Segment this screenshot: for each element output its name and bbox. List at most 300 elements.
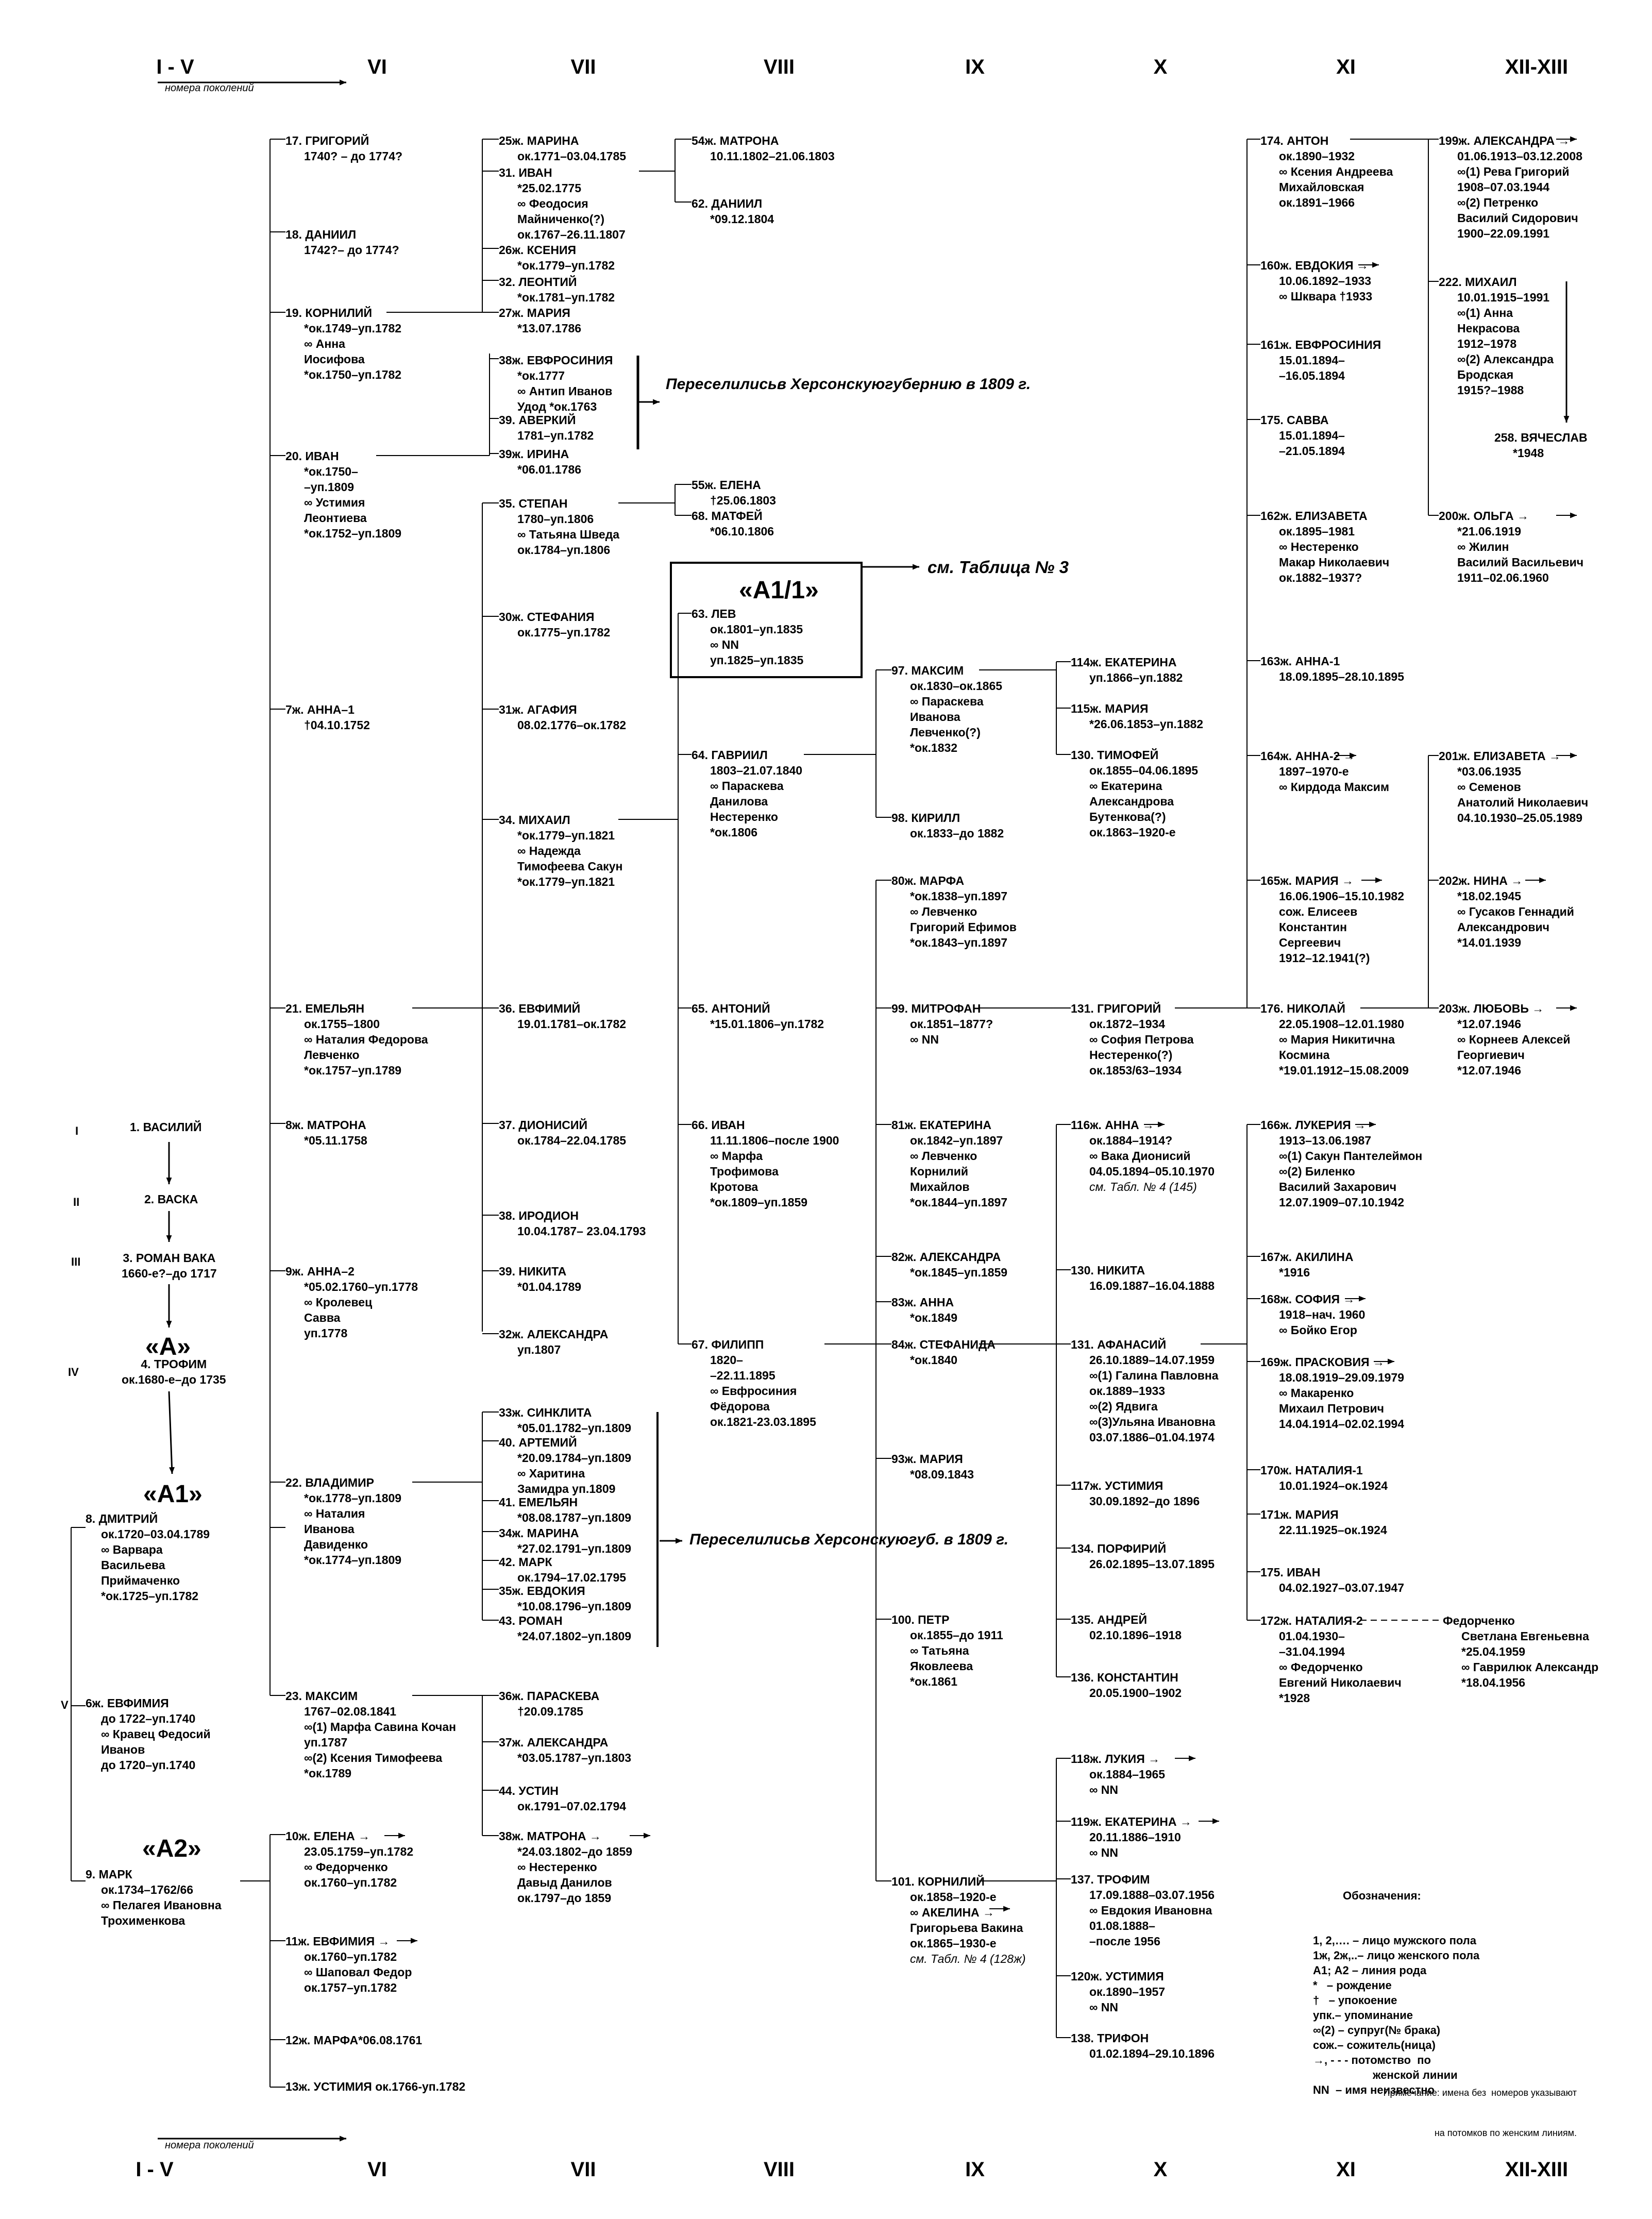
roman-3: III — [71, 1255, 81, 1268]
person-name: 202ж. НИНА → — [1439, 874, 1523, 887]
person-detail: *ок.1781–уп.1782 — [517, 291, 615, 304]
person-detail: *24.07.1802–уп.1809 — [517, 1629, 632, 1643]
person-detail: ок.1791–07.02.1794 — [517, 1800, 627, 1813]
person-detail: ок.1771–03.04.1785 — [517, 149, 627, 163]
person-name: 40. АРТЕМИЙ — [499, 1436, 577, 1449]
person-detail: Григорий Ефимов — [910, 920, 1017, 934]
person-name: 170ж. НАТАЛИЯ-1 — [1260, 1464, 1363, 1477]
person-name: 163ж. АННА-1 — [1260, 654, 1340, 668]
person-name: 81ж. ЕКАТЕРИНА — [891, 1118, 991, 1132]
person-name: 39ж. ИРИНА — [499, 447, 569, 461]
person-detail: Космина — [1279, 1048, 1330, 1062]
gen-header-bottom-2: VI — [367, 2158, 387, 2181]
person-detail: *ок.1779–уп.1821 — [517, 875, 615, 888]
person-name: 160ж. ЕВДОКИЯ → — [1260, 259, 1369, 272]
person-67 — [692, 1337, 816, 1430]
person-detail: ∞ Татьяна — [910, 1644, 969, 1657]
person-detail: *ок.1806 — [710, 826, 758, 839]
person-name: 32ж. АЛЕКСАНДРА — [499, 1327, 609, 1341]
person-165z — [1260, 873, 1404, 966]
person-name: 34ж. МАРИНА — [499, 1526, 579, 1540]
person-detail: –21.05.1894 — [1279, 444, 1345, 458]
group-a1-1-label: «А1/1» — [739, 577, 819, 604]
person-detail: ∞ Феодосия — [517, 197, 588, 210]
person-130 — [1071, 747, 1198, 840]
person-38z — [499, 352, 613, 414]
person-name: 175. ИВАН — [1260, 1566, 1321, 1579]
person-detail: –22.11.1895 — [710, 1369, 776, 1382]
person-name: 32. ЛЕОНТИЙ — [499, 275, 577, 289]
person-detail: *ок.1861 — [910, 1675, 958, 1688]
person-name: 115ж. МАРИЯ — [1071, 702, 1149, 715]
person-detail: *12.07.1946 — [1457, 1017, 1522, 1031]
person-detail: ∞ Гаврилюк Александр — [1461, 1660, 1599, 1674]
legend-item: ∞(2) – супруг(№ брака) — [1313, 2024, 1441, 2037]
person-detail: Василий Сидорович — [1457, 211, 1578, 225]
person-detail: Леонтиева — [304, 511, 367, 525]
person-detail: ∞ Татьяна Шведа — [517, 528, 620, 541]
person-name: 66. ИВАН — [692, 1118, 745, 1132]
person-detail: –31.04.1994 — [1279, 1645, 1345, 1658]
person-name: 9. МАРК — [86, 1868, 132, 1881]
person-detail: ∞ Варвара — [101, 1543, 163, 1556]
person-name: 54ж. МАТРОНА — [692, 134, 779, 147]
person-name: 38. ИРОДИОН — [499, 1209, 579, 1222]
person-name: 34. МИХАИЛ — [499, 813, 570, 827]
arrow-head — [340, 80, 346, 86]
person-detail: ок.1884–1965 — [1089, 1768, 1166, 1781]
person-detail: 1913–13.06.1987 — [1279, 1134, 1372, 1147]
group-a1-label: «А1» — [143, 1481, 203, 1508]
person-detail: ∞ Вака Дионисий — [1089, 1149, 1191, 1163]
person-detail: 26.10.1889–14.07.1959 — [1089, 1353, 1215, 1367]
person-174 — [1260, 133, 1393, 210]
person-detail: 04.10.1930–25.05.1989 — [1457, 811, 1583, 825]
person-detail: ок.1794–17.02.1795 — [517, 1571, 627, 1584]
gen-header-bottom-4: VIII — [763, 2158, 795, 2181]
person-name: 7ж. АННА–1 — [285, 703, 355, 716]
person-detail: ∞(1) Рева Григорий — [1457, 165, 1570, 178]
person-9z — [285, 1264, 418, 1341]
gen-header-top-4: VIII — [763, 56, 795, 78]
person-name: 171ж. МАРИЯ — [1260, 1508, 1339, 1521]
person-detail: ∞ Параскева — [910, 695, 984, 708]
person-detail: ∞ Екатерина — [1089, 779, 1162, 793]
person-2 — [144, 1191, 198, 1207]
person-detail: ок.1720–03.04.1789 — [101, 1527, 210, 1541]
person-detail: Георгиевич — [1457, 1048, 1525, 1062]
person-detail: †20.09.1785 — [517, 1705, 583, 1718]
person-name: 35. СТЕПАН — [499, 497, 568, 510]
person-detail: *06.01.1786 — [517, 463, 582, 476]
roman-4: IV — [68, 1366, 79, 1379]
arrow-head — [644, 1833, 650, 1839]
person-134 — [1071, 1541, 1215, 1572]
person-detail: *24.03.1802–до 1859 — [517, 1845, 633, 1858]
person-detail: до 1720–уп.1740 — [101, 1758, 196, 1772]
person-54z — [692, 133, 835, 164]
person-detail: Иванов — [101, 1743, 145, 1756]
person-222 — [1439, 274, 1554, 398]
person-name: 120ж. УСТИМИЯ — [1071, 1970, 1164, 1983]
person-detail: ∞ NN — [1089, 1783, 1119, 1796]
person-detail: 1897–1970-е — [1279, 765, 1349, 778]
person-detail: *ок.1774–уп.1809 — [304, 1553, 402, 1567]
person-detail: *ок.1777 — [517, 369, 565, 382]
person-name: 19. КОРНИЛИЙ — [285, 306, 372, 320]
person-130b — [1071, 1263, 1215, 1293]
legend-title: Обозначения: — [1343, 1889, 1421, 1902]
roman-5: V — [61, 1699, 69, 1711]
person-name: 135. АНДРЕЙ — [1071, 1613, 1147, 1626]
person-name: 17. ГРИГОРИЙ — [285, 134, 369, 147]
person-36 — [499, 1001, 626, 1032]
person-name: 93ж. МАРИЯ — [891, 1452, 963, 1466]
person-137 — [1071, 1872, 1215, 1949]
person-169z — [1260, 1354, 1404, 1432]
gen-header-top-6: X — [1153, 56, 1168, 78]
person-detail: 19.01.1781–ок.1782 — [517, 1017, 627, 1031]
person-detail: 20.11.1886–1910 — [1089, 1830, 1181, 1844]
person-detail: ∞ Федорченко — [1279, 1660, 1363, 1674]
person-detail: ∞ Нестеренко — [1279, 540, 1359, 553]
person-detail: ок.1757–уп.1782 — [304, 1981, 397, 1994]
person-detail: *ок.1752–уп.1809 — [304, 527, 402, 540]
person-detail: 23.05.1759–уп.1782 — [304, 1845, 414, 1858]
person-detail: ок.1760–уп.1782 — [304, 1876, 397, 1889]
person-detail: ∞(2) Ядвига — [1089, 1400, 1158, 1413]
person-name: 25ж. МАРИНА — [499, 134, 579, 147]
person-name: 130. НИКИТА — [1071, 1264, 1145, 1277]
person-68 — [692, 508, 774, 539]
person-detail: 10.01.1924–ок.1924 — [1279, 1479, 1388, 1492]
person-detail: *ок.1809–уп.1859 — [710, 1196, 808, 1209]
person-detail: Давыд Данилов — [517, 1876, 612, 1889]
person-name: 164ж. АННА-2 → — [1260, 749, 1355, 763]
person-name: 166ж. ЛУКЕРИЯ → — [1260, 1118, 1367, 1132]
person-detail: *18.02.1945 — [1457, 889, 1522, 903]
person-detail: Бутенкова(?) — [1089, 810, 1166, 823]
gen-header-top-1: I - V — [156, 56, 194, 78]
person-detail: Фёдорова — [710, 1400, 770, 1413]
person-detail: *ок.1757–уп.1789 — [304, 1064, 402, 1077]
person-name: 37ж. АЛЕКСАНДРА — [499, 1736, 609, 1749]
person-38z2 — [499, 1828, 632, 1906]
gen-header-bottom-3: VII — [570, 2158, 596, 2181]
person-name: 131. ГРИГОРИЙ — [1071, 1002, 1161, 1015]
person-detail: 15.01.1894– — [1279, 429, 1345, 442]
person-detail: 1900–22.09.1991 — [1457, 227, 1550, 240]
person-33z — [499, 1405, 631, 1436]
person-name: 35ж. ЕВДОКИЯ — [499, 1584, 585, 1598]
person-detail: 01.04.1930– — [1279, 1629, 1345, 1643]
gen-header-bottom-6: X — [1153, 2158, 1168, 2181]
person-detail: *21.06.1919 — [1457, 525, 1522, 538]
person-detail: 1911–02.06.1960 — [1457, 571, 1549, 584]
person-detail: Иванова — [304, 1522, 355, 1536]
person-detail: ок.1855–04.06.1895 — [1089, 764, 1199, 777]
see-table-3: см. Таблица № 3 — [928, 558, 1069, 577]
person-detail: Светлана Евгеньевна — [1461, 1629, 1589, 1643]
person-detail: 30.09.1892–до 1896 — [1089, 1494, 1200, 1508]
person-detail: 1740? – до 1774? — [304, 149, 403, 163]
person-name: 11ж. ЕВФИМИЯ → — [285, 1935, 390, 1948]
person-detail: 04.05.1894–05.10.1970 — [1089, 1165, 1215, 1178]
person-119z — [1071, 1814, 1192, 1860]
person-detail: Давиденко — [304, 1538, 368, 1551]
person-detail: ок.1863–1920-е — [1089, 826, 1176, 839]
person-detail: *ок.1779–уп.1782 — [517, 259, 615, 272]
person-detail: –уп.1809 — [304, 480, 355, 494]
person-25z — [499, 133, 626, 164]
person-detail: до 1722–уп.1740 — [101, 1712, 196, 1725]
person-detail: *05.01.1782–уп.1809 — [517, 1421, 632, 1435]
person-39b — [499, 1264, 581, 1295]
person-detail: ∞ Шаповал Федор — [304, 1965, 412, 1979]
person-detail: 10.11.1802–21.06.1803 — [710, 149, 835, 163]
person-detail: *ок.1845–уп.1859 — [910, 1266, 1008, 1279]
arrow-head — [340, 2136, 346, 2142]
person-38 — [499, 1208, 646, 1239]
person-168z — [1260, 1291, 1365, 1338]
person-name: 39. НИКИТА — [499, 1265, 567, 1278]
person-name: 116ж. АННА → — [1071, 1118, 1155, 1132]
person-name: 26ж. КСЕНИЯ — [499, 243, 577, 257]
person-detail: ок.1890–1932 — [1279, 149, 1355, 163]
person-42 — [499, 1554, 626, 1585]
person-161z — [1260, 337, 1381, 383]
person-name: 20. ИВАН — [285, 449, 339, 463]
roman-2: II — [73, 1196, 80, 1208]
remark: Примечание: имена без номеров указывают на потомков по женским линиям. — [1383, 2088, 1577, 2138]
person-detail: *13.07.1786 — [517, 322, 582, 335]
person-20 — [285, 448, 401, 541]
person-detail: 08.02.1776–ок.1782 — [517, 718, 627, 732]
roman-1: I — [75, 1124, 79, 1137]
person-detail: ∞ Макаренко — [1279, 1386, 1354, 1400]
person-detail: уп.1825–уп.1835 — [710, 653, 804, 667]
person-35z — [499, 1583, 631, 1614]
person-detail: ∞ Марфа — [710, 1149, 763, 1163]
person-117z — [1071, 1478, 1200, 1509]
arrow-head — [166, 1235, 172, 1242]
group-a2-label: «А2» — [142, 1835, 201, 1862]
legend-item: сож.– сожитель(ница) — [1313, 2039, 1436, 2052]
person-name: 168ж. СОФИЯ → — [1260, 1292, 1355, 1306]
person-11z — [285, 1934, 412, 1995]
person-164z — [1260, 748, 1389, 795]
person-detail: *ок.1779–уп.1821 — [517, 829, 615, 842]
person-detail: уп.1787 — [304, 1736, 348, 1749]
person-name: 98. КИРИЛЛ — [891, 811, 960, 825]
person-name: 136. КОНСТАНТИН — [1071, 1671, 1178, 1684]
person-name: 167ж. АКИЛИНА — [1260, 1250, 1354, 1264]
person-detail: *01.04.1789 — [517, 1280, 582, 1293]
person-detail: 15.01.1894– — [1279, 354, 1345, 367]
legend-item: * – рождение — [1313, 1979, 1392, 1992]
person-detail: Александрович — [1457, 920, 1550, 934]
person-7z — [285, 702, 370, 733]
person-detail: ок.1858–1920-е — [910, 1890, 997, 1904]
person-162z — [1260, 508, 1389, 585]
person-detail: *27.02.1791–уп.1809 — [517, 1542, 632, 1555]
person-name: 137. ТРОФИМ — [1071, 1873, 1150, 1886]
person-3 — [122, 1250, 217, 1281]
person-138 — [1071, 2030, 1215, 2061]
person-name: 162ж. ЕЛИЗАВЕТА — [1260, 509, 1368, 523]
person-detail: ∞ Евфросиния — [710, 1384, 797, 1398]
person-name: 130. ТИМОФЕЙ — [1071, 748, 1159, 762]
person-62 — [692, 196, 774, 227]
person-detail: ∞ NN — [1089, 2001, 1119, 2014]
person-detail: ∞(1) Анна — [1457, 306, 1513, 320]
arrow-head — [1372, 262, 1379, 268]
person-name: 175. САВВА — [1260, 413, 1329, 427]
gen-header-top-5: IX — [965, 56, 985, 78]
person-name: 31. ИВАН — [499, 166, 552, 179]
person-detail: ок.1891–1966 — [1279, 196, 1355, 209]
person-detail: 18.08.1919–29.09.1979 — [1279, 1371, 1405, 1384]
person-detail: 14.04.1914–02.02.1994 — [1279, 1417, 1405, 1431]
person-name: 41. ЕМЕЛЬЯН — [499, 1495, 578, 1509]
person-101 — [891, 1874, 1026, 1966]
person-detail: 22.11.1925–ок.1924 — [1279, 1523, 1387, 1537]
person-detail: ок.1760–уп.1782 — [304, 1950, 397, 1963]
person-detail: 1781–уп.1782 — [517, 429, 594, 442]
person-detail: *ок.1844–уп.1897 — [910, 1196, 1008, 1209]
person-detail: ∞(2) Александра — [1457, 352, 1554, 366]
person-detail: ∞(1) Галина Павловна — [1089, 1369, 1219, 1382]
person-detail: сож. Елисеев — [1279, 905, 1358, 918]
person-35 — [499, 496, 619, 558]
person-detail: Левченко — [304, 1048, 360, 1062]
table-reference: см. Табл. № 4 (128ж) — [910, 1952, 1026, 1965]
person-detail: Кротова — [710, 1180, 758, 1193]
arrow-head — [1212, 1819, 1219, 1824]
person-detail: 20.05.1900–1902 — [1089, 1686, 1182, 1700]
person-detail: 10.04.1787– 23.04.1793 — [517, 1224, 646, 1238]
person-36z — [499, 1688, 599, 1719]
person-93z — [891, 1451, 974, 1482]
person-detail: 1660-е?–до 1717 — [122, 1267, 217, 1280]
person-detail: ∞(2) Петренко — [1457, 196, 1539, 209]
legend-item: А1; А2 – линия рода — [1313, 1964, 1427, 1977]
person-detail: Удод *ок.1763 — [517, 400, 597, 413]
person-detail: ∞ Корнеев Алексей — [1457, 1033, 1571, 1046]
person-detail: ок.1890–1957 — [1089, 1985, 1166, 1998]
person-detail: *03.06.1935 — [1457, 765, 1522, 778]
person-detail: 1820– — [710, 1353, 743, 1367]
person-detail: уп.1807 — [517, 1343, 561, 1356]
person-detail: ок.1775–уп.1782 — [517, 626, 611, 639]
person-163z — [1260, 653, 1404, 684]
person-detail: 18.09.1895–28.10.1895 — [1279, 670, 1405, 683]
person-detail: Сергеевич — [1279, 936, 1341, 949]
person-detail: ∞ София Петрова — [1089, 1033, 1194, 1046]
person-167z — [1260, 1249, 1354, 1280]
person-detail: ∞ NN — [910, 1033, 939, 1046]
person-63 — [692, 606, 803, 668]
person-name: 3. РОМАН ВАКА — [123, 1251, 216, 1265]
person-41 — [499, 1494, 631, 1525]
person-detail: ок.1821-23.03.1895 — [710, 1415, 816, 1428]
person-detail: ∞ Бойко Егор — [1279, 1323, 1357, 1337]
person-detail: Васильева — [101, 1558, 165, 1572]
person-detail: Левченко(?) — [910, 726, 981, 739]
person-detail: ок.1830–ок.1865 — [910, 679, 1003, 693]
person-23 — [285, 1688, 456, 1781]
person-detail: ок.1833–до 1882 — [910, 827, 1004, 840]
person-name: 80ж. МАРФА — [891, 874, 965, 887]
person-detail: ок.1767–26.11.1807 — [517, 228, 626, 241]
person-name: 200ж. ОЛЬГА → — [1439, 509, 1529, 523]
person-81z — [891, 1117, 1007, 1210]
person-name: 169ж. ПРАСКОВИЯ → — [1260, 1355, 1385, 1369]
person-detail: 03.07.1886–01.04.1974 — [1089, 1431, 1215, 1444]
arrow-head — [1189, 1756, 1195, 1761]
person-detail: Замидра уп.1809 — [517, 1482, 616, 1495]
person-name: 8. ДМИТРИЙ — [86, 1512, 158, 1525]
person-name: 42. МАРК — [499, 1555, 552, 1569]
person-118z — [1071, 1751, 1165, 1797]
person-name: 117ж. УСТИМИЯ — [1071, 1479, 1164, 1492]
person-17 — [285, 133, 402, 164]
legend-item: NN – имя неизвестно — [1313, 2083, 1435, 2096]
connector-line — [169, 1391, 172, 1474]
legend-item: † – упокоение — [1313, 1994, 1397, 2007]
person-detail: ок.1784–22.04.1785 — [517, 1134, 627, 1147]
arrow-head — [169, 1467, 175, 1474]
person-detail: ∞(3)Ульяна Ивановна — [1089, 1415, 1216, 1428]
person-100 — [891, 1612, 1003, 1689]
person-detail: ок.1851–1877? — [910, 1017, 993, 1031]
person-detail: 26.02.1895–13.07.1895 — [1089, 1557, 1215, 1571]
person-detail: 1912–12.1941(?) — [1279, 951, 1370, 965]
person-detail: ∞ Антип Иванов — [517, 384, 613, 398]
person-detail: 11.11.1806–после 1900 — [710, 1134, 839, 1147]
person-detail: 12.07.1909–07.10.1942 — [1279, 1196, 1405, 1209]
person-detail: ∞ Левченко — [910, 905, 977, 918]
person-detail: *ок.1832 — [910, 741, 958, 754]
person-detail: ∞ Устимия — [304, 496, 365, 509]
person-detail: 22.05.1908–12.01.1980 — [1279, 1017, 1405, 1031]
person-64 — [692, 747, 802, 840]
person-detail: 1915?–1988 — [1457, 383, 1524, 397]
person-detail: *1928 — [1279, 1691, 1310, 1705]
person-name: 33ж. СИНКЛИТА — [499, 1406, 592, 1419]
person-detail: 01.08.1888– — [1089, 1919, 1155, 1932]
person-name: 68. МАТФЕЙ — [692, 509, 763, 523]
person-80z — [891, 873, 1017, 950]
person-detail: Анатолий Николаевич — [1457, 796, 1589, 809]
person-detail: Трохименкова — [101, 1914, 186, 1927]
person-detail: ∞(1) Марфа Савина Кочан — [304, 1720, 457, 1734]
person-258 — [1494, 430, 1588, 461]
person-200z — [1439, 508, 1583, 585]
person-176 — [1260, 1001, 1409, 1078]
person-97 — [891, 663, 1002, 755]
person-detail: Александрова — [1089, 795, 1174, 808]
gen-header-bottom-5: IX — [965, 2158, 985, 2181]
person-44 — [499, 1783, 626, 1814]
person-name: 134. ПОРФИРИЙ — [1071, 1542, 1167, 1555]
person-8 — [86, 1511, 210, 1604]
person-detail: *05.11.1758 — [304, 1134, 367, 1147]
person-name: 99. МИТРОФАН — [891, 1002, 981, 1015]
person-detail: Трофимова — [710, 1165, 779, 1178]
person-name: 55ж. ЕЛЕНА — [692, 478, 761, 492]
gen-header-bottom-1: I - V — [136, 2158, 174, 2181]
